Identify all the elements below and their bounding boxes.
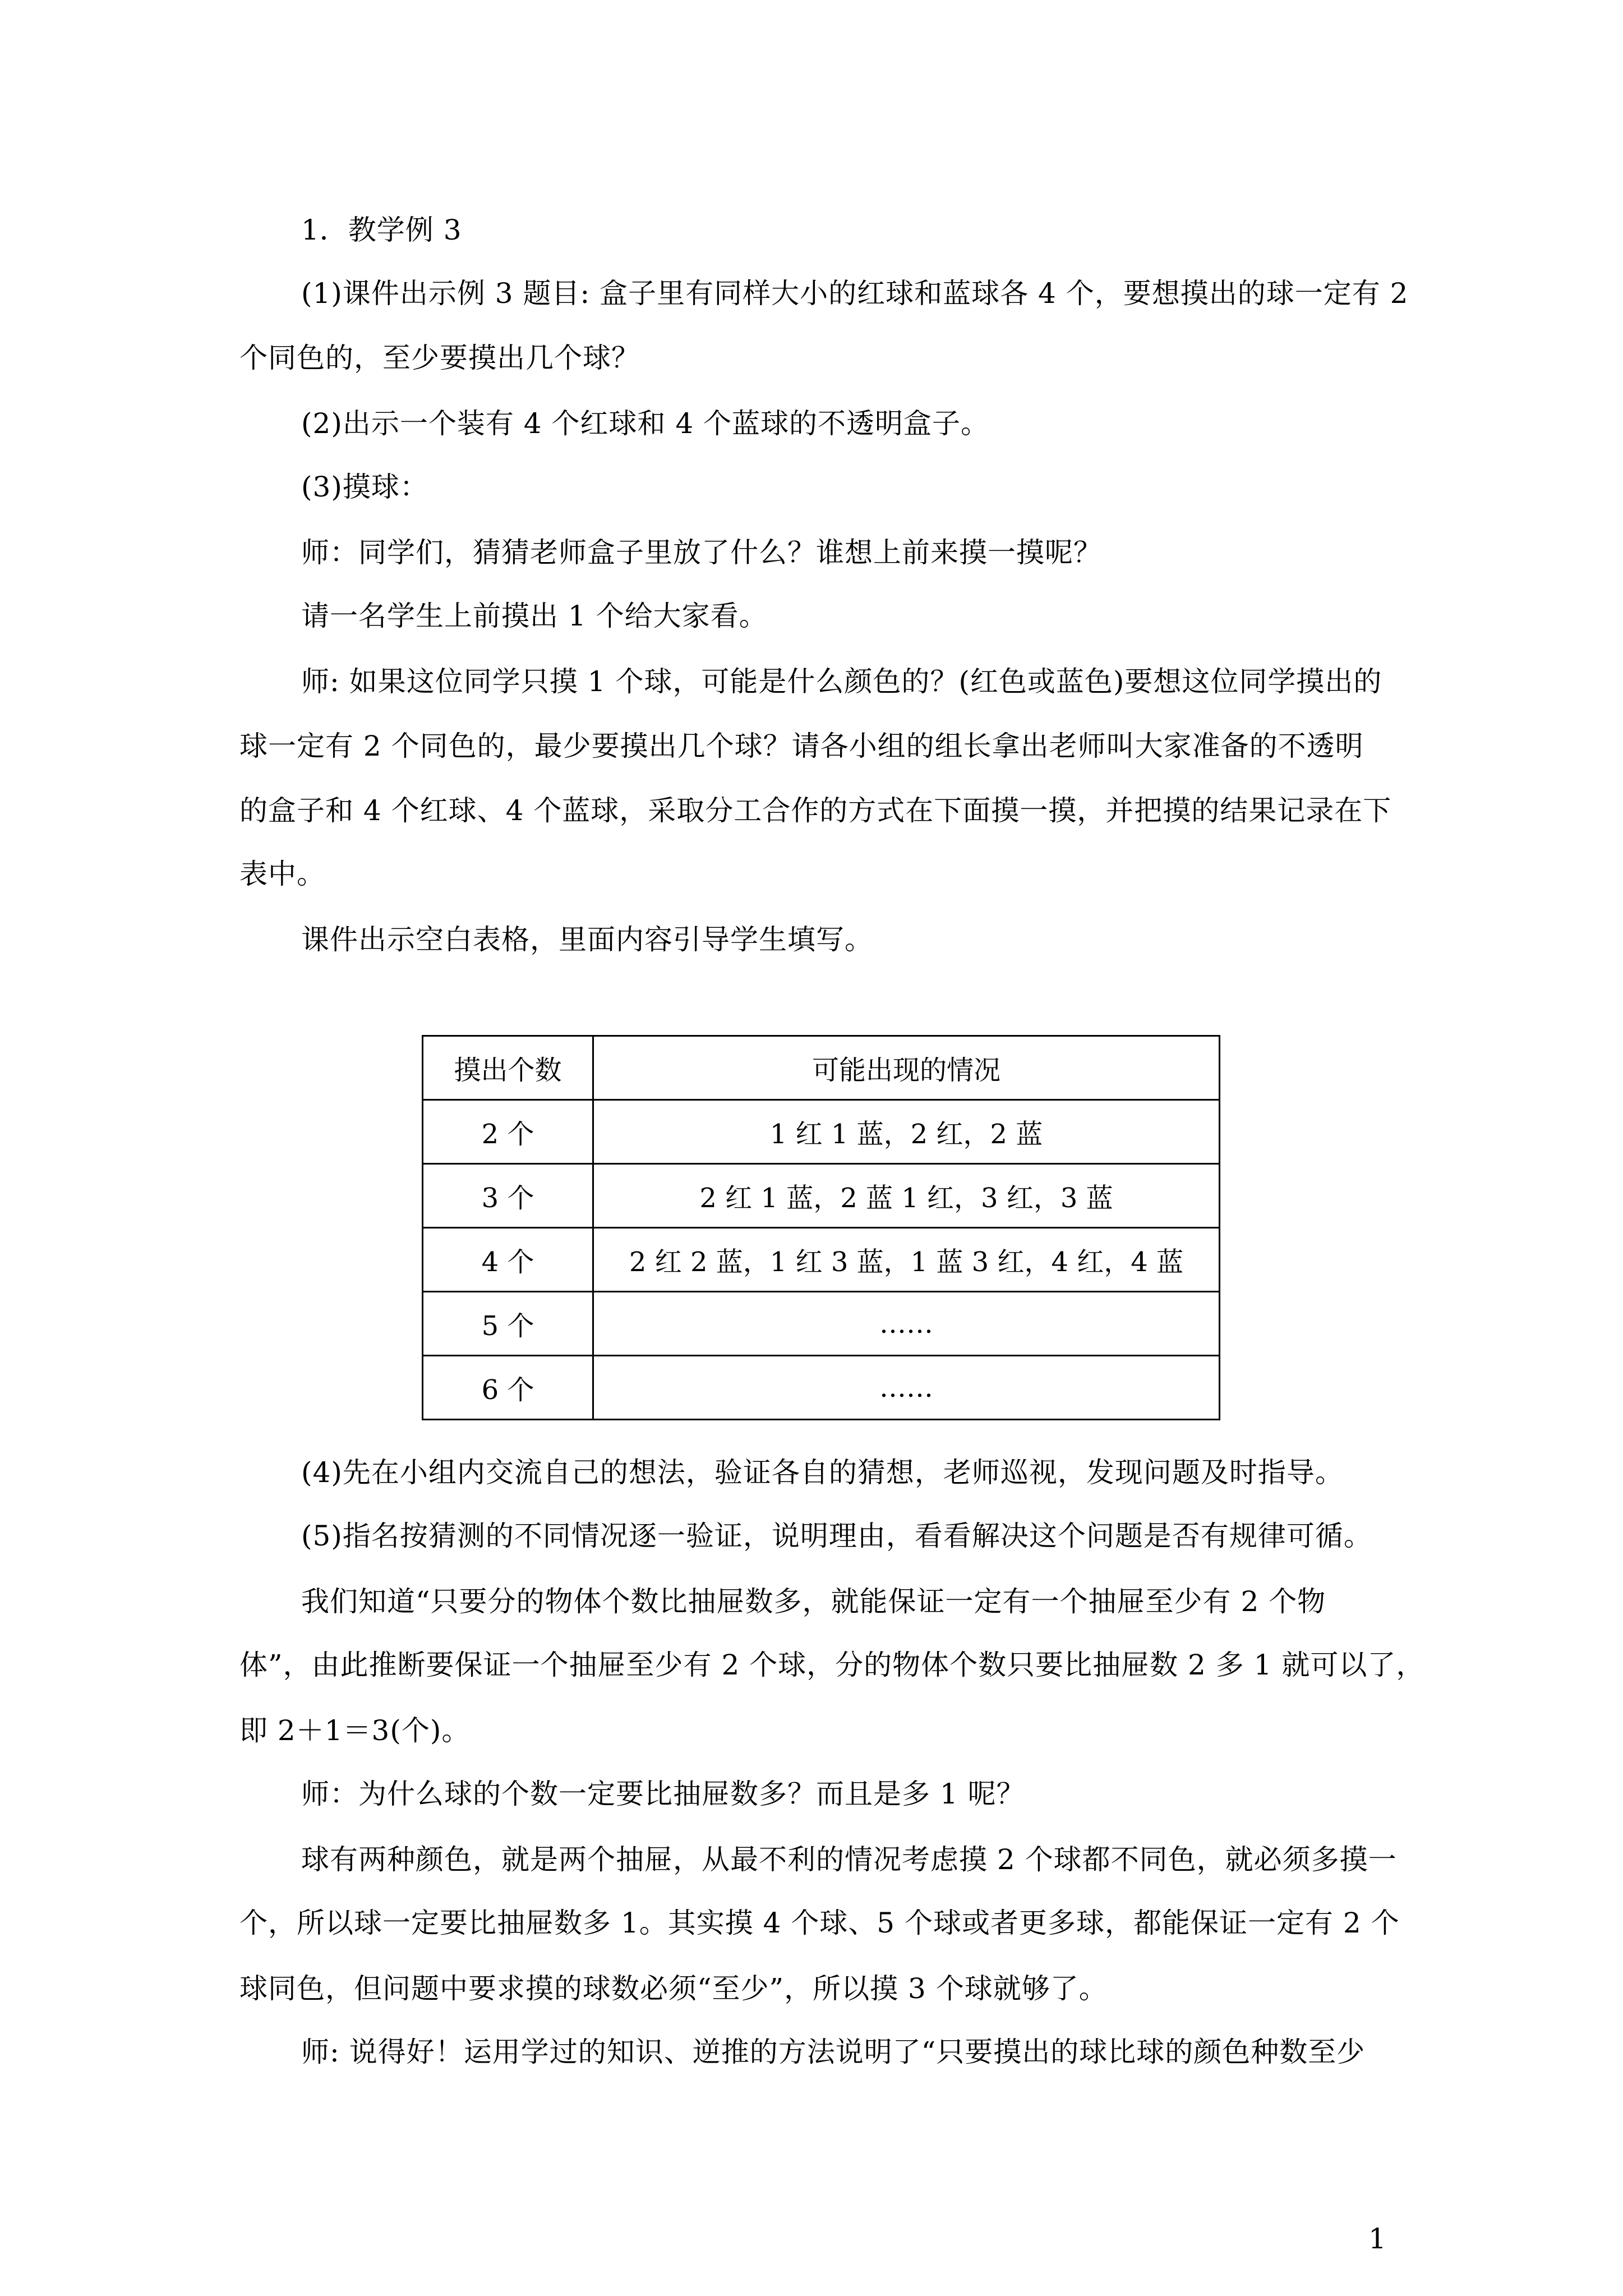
paragraph-line: 球同色，但问题中要求摸的球数必须“至少”，所以摸 3 个球就够了。 <box>239 1972 1108 2005</box>
paragraph-line: (4)先在小组内交流自己的想法，验证各自的猜想，老师巡视，发现问题及时指导。 <box>301 1456 1344 1489</box>
paragraph-line: (2)出示一个装有 4 个红球和 4 个蓝球的不透明盒子。 <box>301 407 990 440</box>
paragraph-line: 师：同学们，猜猜老师盒子里放了什么？谁想上前来摸一摸呢？ <box>301 536 1102 569</box>
table-cell: 3 个 <box>423 1164 593 1228</box>
paragraph-line: 即 2＋1＝3(个)。 <box>239 1714 471 1747</box>
paragraph-line: 我们知道“只要分的物体个数比抽屉数多，就能保证一定有一个抽屉至少有 2 个物 <box>301 1585 1326 1618</box>
table-row <box>423 1164 1220 1228</box>
table-row <box>423 1292 1220 1356</box>
paragraph-line: 师: 说得好！运用学过的知识、逆推的方法说明了“只要摸出的球比球的颜色种数至少 <box>301 2036 1366 2068</box>
table-cell: 4 个 <box>423 1228 593 1292</box>
table-cell: 1 红 1 蓝，2 红，2 蓝 <box>593 1100 1220 1164</box>
table-cell: 5 个 <box>423 1292 593 1356</box>
paragraph-line: 师: 如果这位同学只摸 1 个球，可能是什么颜色的？(红色或蓝色)要想这位同学摸出的 <box>301 665 1382 698</box>
paragraph-line: (3)摸球： <box>301 471 428 503</box>
results-table <box>422 1035 1220 1420</box>
paragraph-line: 表中。 <box>239 858 325 890</box>
paragraph-line: (5)指名按猜测的不同情况逐一验证，说明理由，看看解决这个问题是否有规律可循。 <box>301 1520 1372 1552</box>
paragraph-line: 师：为什么球的个数一定要比抽屉数多？而且是多 1 呢？ <box>301 1778 1025 1810</box>
paragraph-line: (1)课件出示例 3 题目: 盒子里有同样大小的红球和蓝球各 4 个，要想摸出的球一定有 2 <box>301 277 1409 310</box>
paragraph-line: 体”，由此推断要保证一个抽屉至少有 2 个球，分的物体个数只要比抽屉数 2 多 1 就可以了， <box>239 1649 1425 1681</box>
heading-example-3: 1．教学例 3 <box>301 214 462 246</box>
paragraph-line: 课件出示空白表格，里面内容引导学生填写。 <box>301 923 873 956</box>
page-number: 1 <box>1368 2223 1386 2255</box>
table-row <box>423 1100 1220 1164</box>
table-cell: 2 个 <box>423 1100 593 1164</box>
table-cell: 2 红 1 蓝，2 蓝 1 红，3 红，3 蓝 <box>593 1164 1220 1228</box>
table-row <box>423 1356 1220 1420</box>
paragraph-line: 球有两种颜色，就是两个抽屉，从最不利的情况考虑摸 2 个球都不同色，就必须多摸一 <box>301 1843 1397 1876</box>
paragraph-line: 个，所以球一定要比抽屉数多 1。其实摸 4 个球、5 个球或者更多球，都能保证一定有 2 个 <box>239 1907 1400 1939</box>
paragraph-line: 请一名学生上前摸出 1 个给大家看。 <box>301 600 768 632</box>
table-cell: 2 红 2 蓝，1 红 3 蓝，1 蓝 3 红，4 红，4 蓝 <box>593 1228 1220 1292</box>
table-cell: …… <box>593 1356 1220 1420</box>
table-row <box>423 1228 1220 1292</box>
table-header-count: 摸出个数 <box>423 1036 593 1100</box>
paragraph-line: 个同色的，至少要摸出几个球？ <box>239 342 640 374</box>
table-header-row <box>423 1036 1220 1100</box>
paragraph-line: 球一定有 2 个同色的，最少要摸出几个球？请各小组的组长拿出老师叫大家准备的不透明 <box>239 730 1364 762</box>
table-header-outcomes: 可能出现的情况 <box>593 1036 1220 1100</box>
paragraph-line: 的盒子和 4 个红球、4 个蓝球，采取分工合作的方式在下面摸一摸，并把摸的结果记录在下 <box>239 794 1392 827</box>
table-cell: …… <box>593 1292 1220 1356</box>
table-cell: 6 个 <box>423 1356 593 1420</box>
